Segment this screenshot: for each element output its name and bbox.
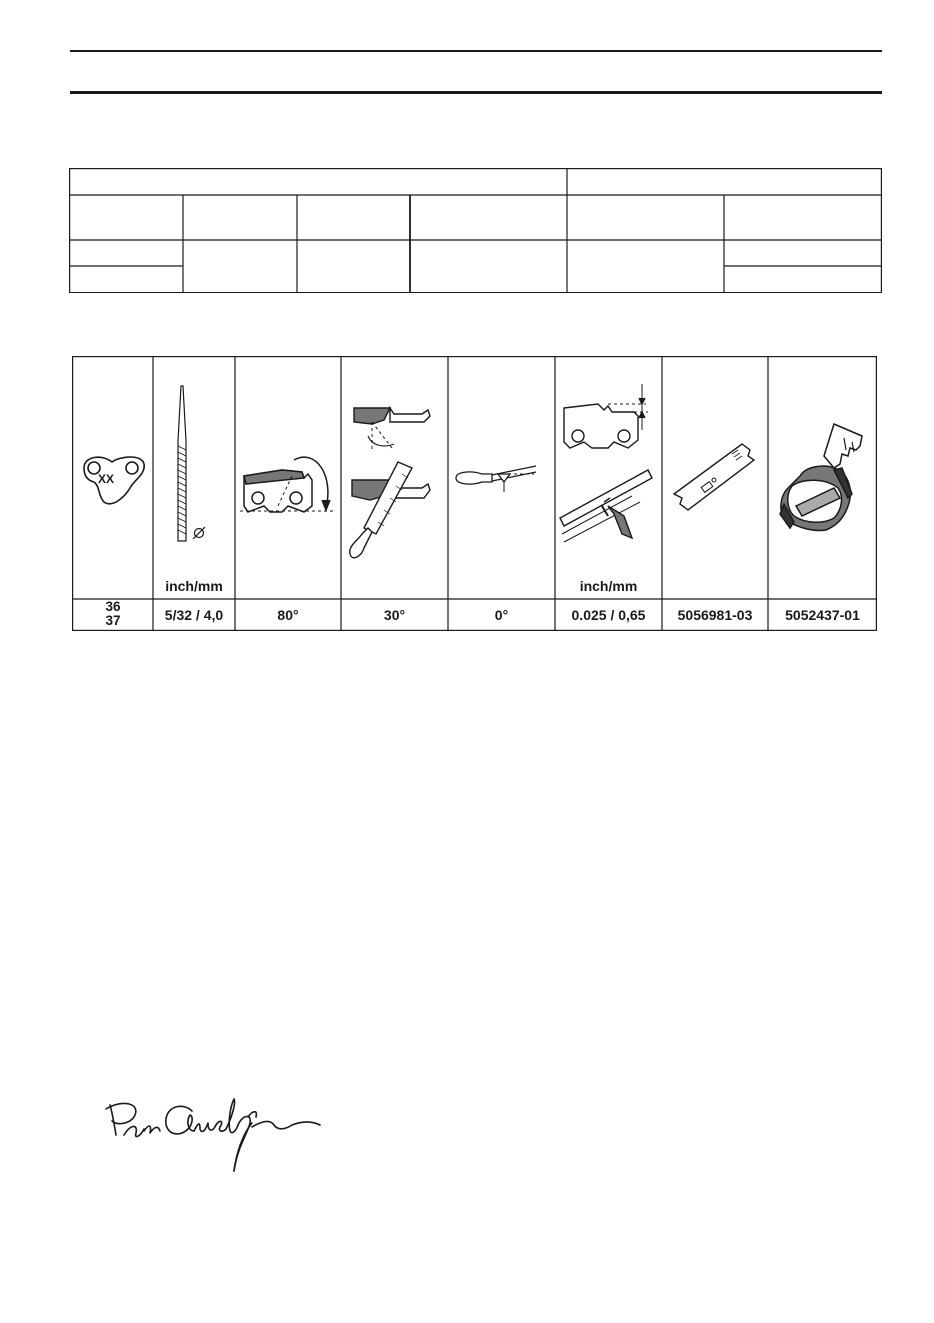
cutting-angle-icon <box>456 466 536 492</box>
filing-angle-value: 30° <box>383 607 406 623</box>
chain-code-2: 37 <box>105 613 121 628</box>
header-rule-top <box>70 50 882 52</box>
signature-icon <box>102 1095 332 1175</box>
depth-gauge-unit-label: inch/mm <box>579 578 638 594</box>
top-plate-angle-icon <box>240 457 334 512</box>
cutting-angle-value: 0° <box>494 607 509 623</box>
file-size-value: 5/32 / 4,0 <box>164 607 224 623</box>
specification-table-grid <box>69 168 882 293</box>
top-plate-angle-value: 80° <box>277 607 299 623</box>
specification-table <box>69 168 882 293</box>
header-rule-bottom <box>70 91 882 94</box>
handwritten-signature <box>102 1095 332 1180</box>
depth-gauge-tool-icon <box>674 444 754 510</box>
file-unit-label: inch/mm <box>165 578 223 594</box>
chain-link-icon <box>84 457 144 504</box>
file-guide-part-number: 5052437-01 <box>785 607 860 623</box>
filing-angle-icon <box>350 408 430 558</box>
round-file-icon <box>178 386 205 541</box>
depth-gauge-value: 0.025 / 0,65 <box>571 607 646 623</box>
cutter-mark-label: XX <box>98 472 115 486</box>
depth-gauge-tool-part-number: 5056981-03 <box>677 607 753 623</box>
chain-code-1: 36 <box>105 599 121 614</box>
file-guide-icon <box>780 424 862 531</box>
depth-gauge-icon <box>560 384 652 542</box>
